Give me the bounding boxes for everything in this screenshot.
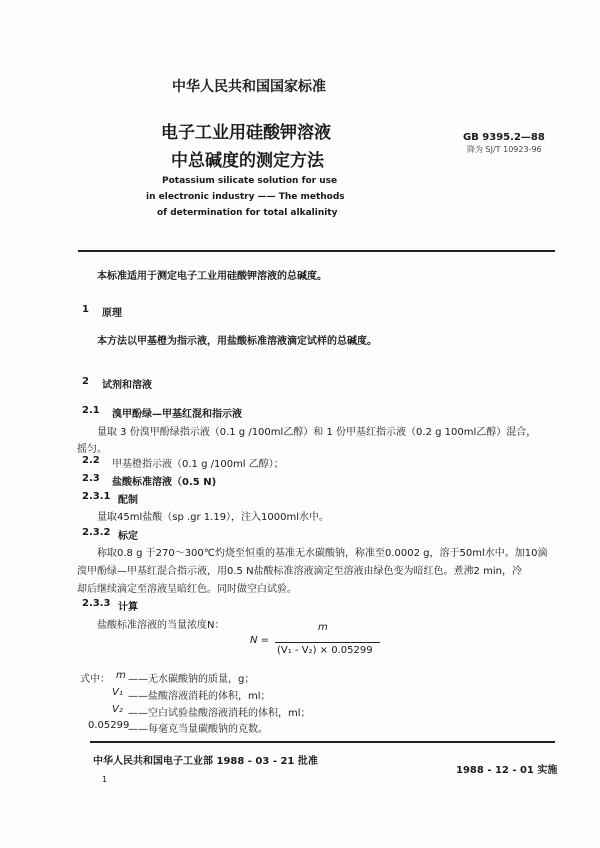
where-label: 式中： (80, 674, 110, 685)
where-sym-v2: V₂ (112, 704, 123, 715)
scope-text: 本标准适用于测定电子工业用硅酸钾溶液的总碱度。 (97, 271, 327, 282)
section-2-3-2-text-3: 却后继续滴定至溶液呈暗红色。同时做空白试验。 (77, 584, 297, 595)
approval-note: 中华人民共和国电子工业部 1988 - 03 - 21 批准 (93, 756, 318, 767)
where-sym-m: m (116, 670, 126, 681)
section-1-text: 本方法以甲基橙为指示液，用盐酸标准溶液滴定试样的总碱度。 (97, 336, 377, 347)
section-2-2-number: 2.2 (82, 455, 100, 466)
section-2-3-3-text: 盐酸标准溶液的当量浓度N： (97, 620, 225, 631)
formula-numerator: m (318, 622, 328, 633)
english-title-1: Potassium silicate solution for use (162, 176, 338, 186)
formula-denominator: (V₁ - V₂) × 0.05299 (277, 645, 373, 656)
where-desc-v2: ——空白试验盐酸溶液消耗的体积，ml； (128, 708, 311, 719)
standard-number: GB 9395.2—88 (463, 132, 545, 143)
issuing-org: 中华人民共和国国家标准 (172, 79, 326, 95)
section-2-number: 2 (82, 376, 89, 387)
formula-lhs: N = (250, 635, 270, 646)
fraction-bar (275, 642, 380, 643)
footer-divider (90, 741, 555, 743)
section-2-1-text-1: 量取 3 份溴甲酚绿指示液（0.1 g /100ml乙醇）和 1 份甲基红指示液（0.2 g 100ml乙醇）混合， (97, 427, 537, 438)
section-2-3-1-text: 量取45ml盐酸（sp .gr 1.19），注入1000ml水中。 (97, 512, 330, 523)
section-2-title: 试剂和溶液 (102, 380, 152, 391)
section-2-3-1-number: 2.3.1 (82, 491, 111, 502)
where-sym-v1: V₁ (112, 687, 123, 698)
title-line-1: 电子工业用硅酸钾溶液 (161, 123, 331, 143)
title-line-2: 中总碱度的测定方法 (171, 151, 324, 171)
where-sym-constant: 0.05299 (88, 720, 130, 731)
replaced-by: 降为 SJ/T 10923-96 (467, 145, 542, 154)
page-number: 1 (102, 775, 108, 784)
section-2-2-title: 甲基橙指示液（0.1 g /100ml 乙醇）； (112, 459, 284, 470)
section-2-3-2-text-2: 溴甲酚绿—甲基红混合指示液，用0.5 N盐酸标准溶液滴定至溶液由绿色变为暗红色。煮沸2 min，冷 (77, 566, 522, 577)
effective-date: 1988 - 12 - 01 实施 (456, 765, 558, 776)
section-2-1-title: 溴甲酚绿—甲基红混和指示液 (112, 409, 242, 420)
section-2-3-3-number: 2.3.3 (82, 598, 111, 609)
section-2-3-3-title: 计算 (118, 602, 138, 613)
section-2-3-title: 盐酸标准溶液（0.5 N) (112, 477, 217, 488)
section-1-number: 1 (82, 304, 89, 315)
where-desc-constant: ——每毫克当量碳酸钠的克数。 (128, 724, 268, 735)
section-2-3-2-text-1: 称取0.8 g 于270～300℃灼烧至恒重的基准无水碳酸钠，称准至0.0002 g，溶于50ml水中。加10滴 (97, 548, 548, 559)
where-desc-v1: ——盐酸溶液消耗的体积，ml； (128, 691, 271, 702)
section-2-3-1-title: 配制 (118, 495, 138, 506)
section-1-title: 原理 (102, 308, 122, 319)
section-2-3-2-number: 2.3.2 (82, 527, 111, 538)
section-2-3-number: 2.3 (82, 473, 100, 484)
section-2-1-number: 2.1 (82, 405, 100, 416)
header-divider (78, 250, 555, 252)
english-title-2: in electronic industry —— The methods (146, 192, 345, 202)
where-desc-m: ——无水碳酸钠的质量，g； (128, 674, 255, 685)
english-title-3: of determination for total alkalinity (157, 208, 338, 218)
section-2-1-text-2: 摇匀。 (77, 444, 107, 455)
section-2-3-2-title: 标定 (118, 531, 138, 542)
